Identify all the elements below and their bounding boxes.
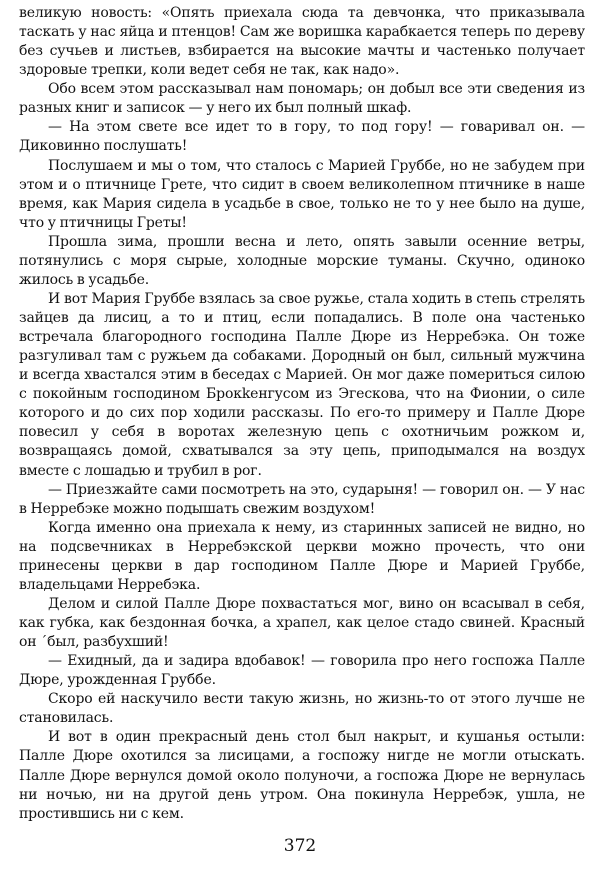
page-body <box>19 4 585 824</box>
paragraph-6: И вот Мария Груббе взялась за свое ружье, стала ходить в степь стрелять зайцев да лисиц, а то и птиц, если попадались. В поле она частенько встречала благородного господина Палле Дюре из Нерребэка. Он тоже разгуливал там с ружьем да собаками. Дородный он был, сильный мужчина и всегда хвастался этим в беседах с Марией. Он мог даже помериться силою с покойным господином Брокkенгусом из Эгескова, что на Фионии, о силе которого и до сих пор ходили рассказы. По его-то примеру и Палле Дюре повесил у себя в воротах железную цепь с охотничьим рожком и, возвращаясь домой, схватывался за эту цепь, приподымался на воздух вместе с лошадью и трубил в рог. <box>19 290 585 479</box>
paragraph-3: — На этом свете все идет то в гору, то под гору! — говаривал он. — Диковинно послушать! <box>19 119 585 155</box>
paragraph-11: Скоро ей наскучило вести такую жизнь, но жизнь-то от этого лучше не становилась. <box>19 691 585 727</box>
paragraph-4: Послушаем и мы о том, что сталось с Марией Груббе, но не забудем при этом и о птичнице Грете, что сидит в своем великолепном птичнике в наше время, как Мария сидела в усадьбе в свое, только не то у нее было на душе, что у птичницы Греты! <box>19 157 585 231</box>
paragraph-9: Делом и силой Палле Дюре похвастаться мог, вино он всасывал в себя, как губка, как бездонная бочка, а храпел, как целое стадо свиней. Красный он ´был, разбухший! <box>19 595 585 651</box>
paragraph-8: Когда именно она приехала к нему, из старинных записей не видно, но на подсвечниках в Нерребэкской церкви можно прочесть, что они принесены церкви в дар господином Палле Дюре и Марией Груббе, владельцами Нерребэка. <box>19 519 585 593</box>
paragraph-2: Обо всем этом рассказывал нам пономарь; он добыл все эти сведения из разных книг и записок — у него их был полный шкаф. <box>19 81 585 117</box>
paragraph-7: — Приезжайте сами посмотреть на это, сударыня! — говорил он. — У нас в Нерребэке можно подышать свежим воздухом! <box>19 481 585 517</box>
paragraph-1: великую новость: «Опять приехала сюда та девчонка, что приказывала таскать у нас яйца и птенцов! Сам же воришка карабкается теперь по дереву без сучьев и листьев, взбирается на высокие мачты и частенько получает здоровые трепки, коли ведет себя не так, как надо». <box>19 5 585 79</box>
paragraph-12: И вот в один прекрасный день стол был накрыт, и кушанья остыли: Палле Дюре охотился за лисицами, а госпожу нигде не могли отыскать. Палле Дюре вернулся домой около полуночи, а госпожа Дюре не вернулась ни ночью, ни на другой день утром. Она покинула Нерребэк, ушла, не простившись ни с кем. <box>19 729 585 822</box>
paragraph-10: — Ехидный, да и задира вдобавок! — говорила про него госпожа Палле Дюре, урожденная Груббе. <box>19 653 585 689</box>
paragraph-5: Прошла зима, прошли весна и лето, опять завыли осенние ветры, потянулись с моря сырые, холодные морские туманы. Скучно, одиноко жилось в усадьбе. <box>19 233 585 288</box>
page-number: 372 <box>283 836 317 856</box>
